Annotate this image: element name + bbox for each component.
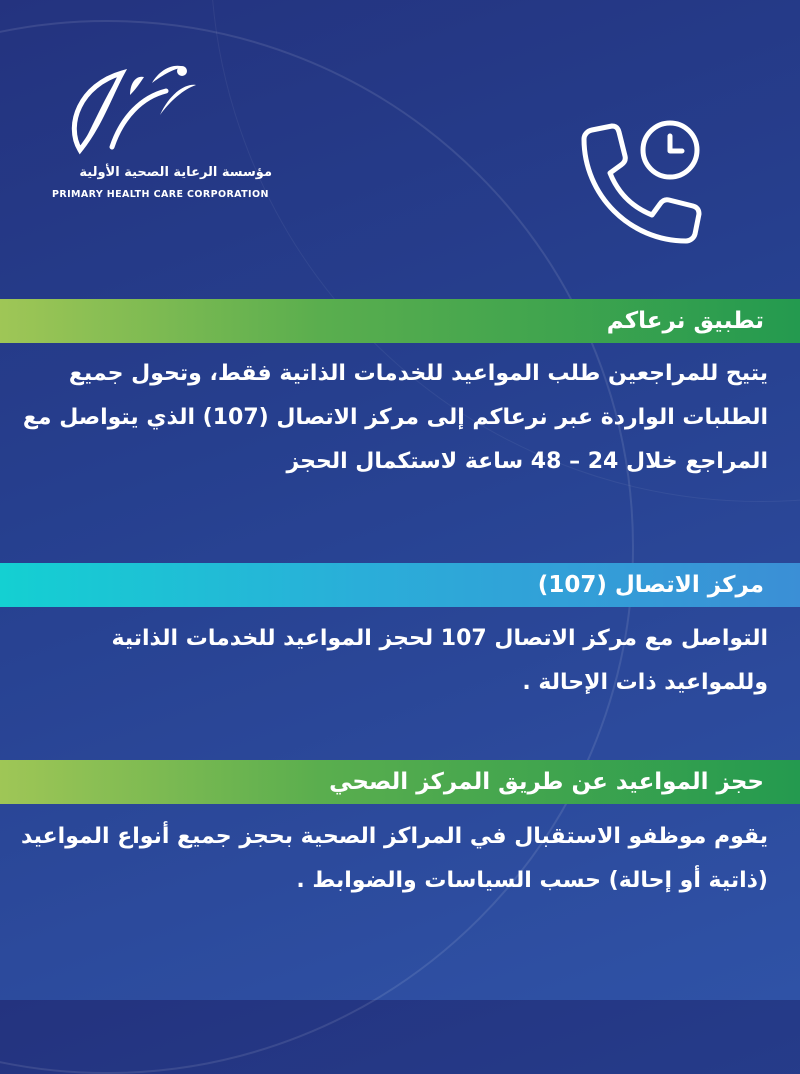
logo-arabic-name: مؤسسة الرعاية الصحية الأولية xyxy=(79,165,272,180)
section-header-nraakom xyxy=(0,299,800,343)
section-title: تطبيق نرعاكم xyxy=(606,308,764,334)
body-line: وللمواعيد ذات الإحالة . xyxy=(522,670,768,695)
section-body-call-center xyxy=(30,617,768,705)
body-line: (ذاتية أو إحالة) حسب السياسات والضوابط . xyxy=(296,868,768,893)
section-body-health-center xyxy=(20,815,768,903)
body-line: الطلبات الواردة عبر نرعاكم إلى مركز الاتصال (107) الذي يتواصل مع xyxy=(22,405,768,430)
section-title: حجز المواعيد عن طريق المركز الصحي xyxy=(329,769,764,795)
logo-english-name: PRIMARY HEALTH CARE CORPORATION xyxy=(52,189,269,200)
section-header-call-center xyxy=(0,563,800,607)
body-line: يقوم موظفو الاستقبال في المراكز الصحية بحجز جميع أنواع المواعيد xyxy=(20,824,768,849)
section-body-nraakom xyxy=(22,352,768,484)
body-line: يتيح للمراجعين طلب المواعيد للخدمات الذاتية فقط، وتحول جميع xyxy=(68,361,768,386)
phcc-leaf-logo-icon xyxy=(60,55,200,160)
phcc-logo xyxy=(52,55,277,210)
section-header-health-center xyxy=(0,760,800,804)
body-line: المراجع خلال 24 – 48 ساعة لاستكمال الحجز xyxy=(286,449,768,474)
body-line: التواصل مع مركز الاتصال 107 لحجز المواعيد للخدمات الذاتية xyxy=(111,626,768,651)
phone-clock-icon xyxy=(570,118,720,248)
section-title: مركز الاتصال (107) xyxy=(537,572,764,598)
